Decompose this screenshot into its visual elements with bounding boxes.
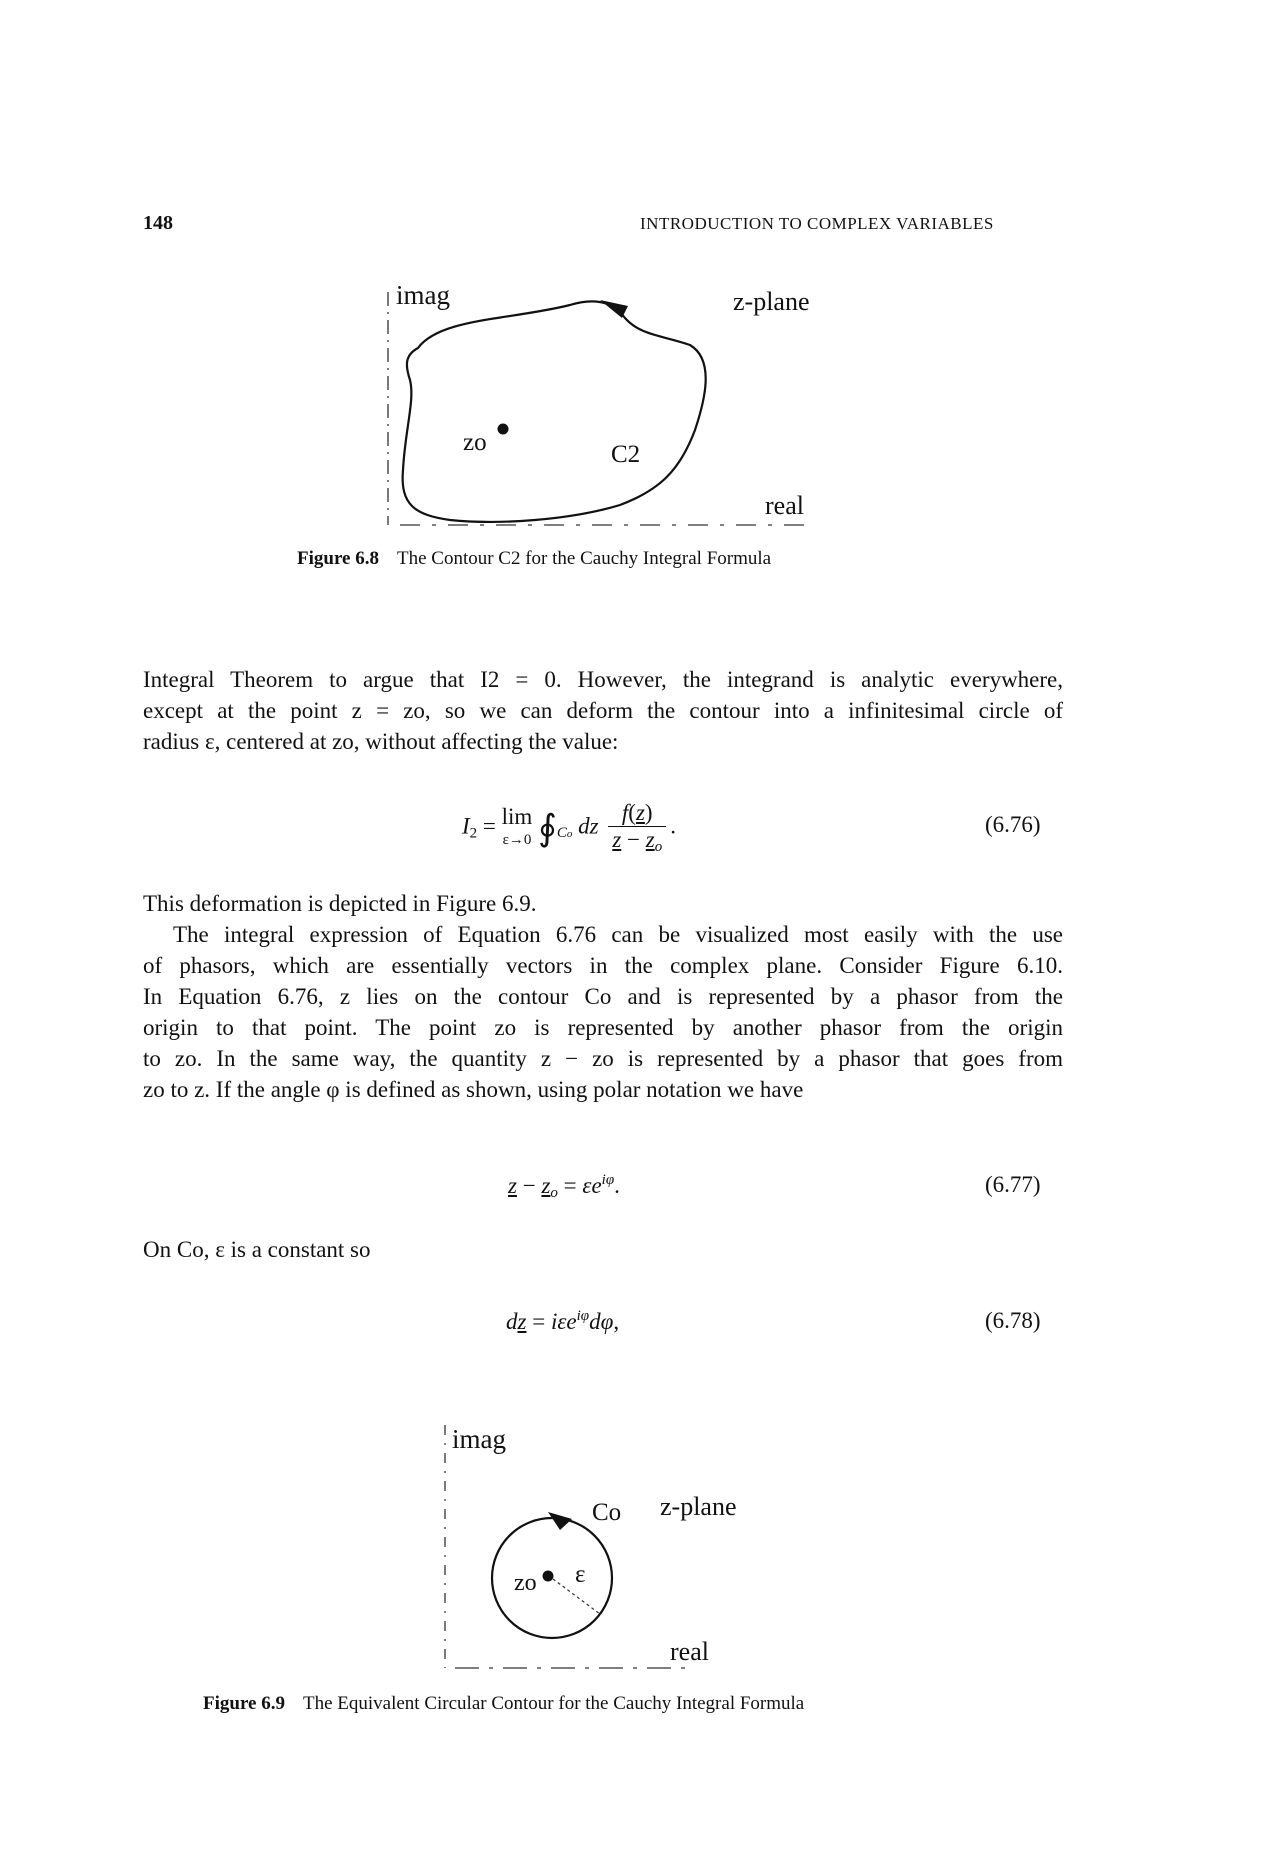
figure-6-8-caption-number: Figure 6.8: [297, 548, 379, 569]
fig69-point-z0: [543, 1571, 554, 1582]
paragraph-3-line-1: The integral expression of Equation 6.76 can be visualized most easily with the use: [173, 922, 1063, 947]
equation-6-76-number: (6.76): [985, 812, 1041, 837]
paragraph-3-line-4: origin to that point. The point zo is represented by another phasor from the origin: [143, 1015, 1063, 1040]
fig69-contour-label: Co: [592, 1499, 622, 1526]
fig69-radius-label: ε: [575, 1561, 586, 1588]
fig68-imag-label: imag: [396, 280, 450, 310]
fig68-contour-label: C2: [611, 441, 641, 468]
equation-6-78-number: (6.78): [985, 1308, 1041, 1333]
fig68-real-label: real: [765, 491, 804, 520]
paragraph-4: [143, 1234, 1063, 1265]
fig69-plane-label: z-plane: [660, 1492, 737, 1521]
figure-6-9-caption-text: The Equivalent Circular Contour for the Cauchy Integral Formula: [302, 1693, 805, 1714]
figure-6-8-caption-text: The Contour C2 for the Cauchy Integral Formula: [396, 548, 772, 569]
paragraph-1-line-3: radius ε, centered at zo, without affecting the value:: [143, 729, 619, 754]
figure-6-9-caption: [203, 1693, 804, 1715]
paragraph-3-line-2: of phasors, which are essentially vectors in the complex plane. Consider Figure 6.10.: [143, 953, 1063, 978]
figure-6-8-caption: [297, 548, 771, 570]
fig69-real-label: real: [670, 1637, 709, 1666]
paragraph-1-line-2: except at the point z = zo, so we can deform the contour into a infinitesimal circle of: [143, 698, 1063, 723]
fig69-point-label: zo: [514, 1570, 537, 1596]
equation-6-77: $z - z_o = \varepsilon e^{i\varphi}$.: [508, 1172, 620, 1201]
fig68-point-z0: [498, 424, 509, 435]
paragraph-2: [143, 888, 1063, 919]
paragraph-3-line-6: zo to z. If the angle φ is defined as shown, using polar notation we have: [143, 1077, 804, 1102]
equation-6-78: dz = iεe$^{i\varphi}$dφ,: [506, 1308, 620, 1334]
fig68-plane-label: z-plane: [733, 287, 810, 316]
paragraph-4-line: On Co, ε is a constant so: [143, 1237, 371, 1262]
contour-co-arrow: [548, 1512, 572, 1530]
fig69-imag-label: imag: [452, 1424, 506, 1454]
paragraph-3: [143, 919, 1063, 950]
paragraph-1: [143, 664, 1063, 757]
equation-6-77-number: (6.77): [985, 1172, 1041, 1197]
page-number: 148: [143, 212, 173, 234]
contour-c2: [403, 301, 706, 522]
fig68-point-label: zo: [463, 429, 487, 456]
paragraph-2-line: This deformation is depicted in Figure 6.9.: [143, 891, 537, 916]
paragraph-3-line-5: to zo. In the same way, the quantity z − zo is represented by a phasor that goes from: [143, 1046, 1063, 1071]
paragraph-3-body: [143, 950, 1063, 1105]
running-title: INTRODUCTION TO COMPLEX VARIABLES: [640, 214, 994, 233]
figure-6-9-caption-number: Figure 6.9: [203, 1693, 285, 1714]
paragraph-1-line-1: Integral Theorem to argue that I2 = 0. However, the integrand is analytic everywhere,: [143, 667, 1063, 692]
equation-6-76: $I_2 = \lim$ ε→0 $∮_{Co}$ dz $\frac{f(z)}{z - z_o}$ .: [462, 800, 676, 855]
paragraph-3-line-3: In Equation 6.76, z lies on the contour Co and is represented by a phasor from the: [143, 984, 1063, 1009]
